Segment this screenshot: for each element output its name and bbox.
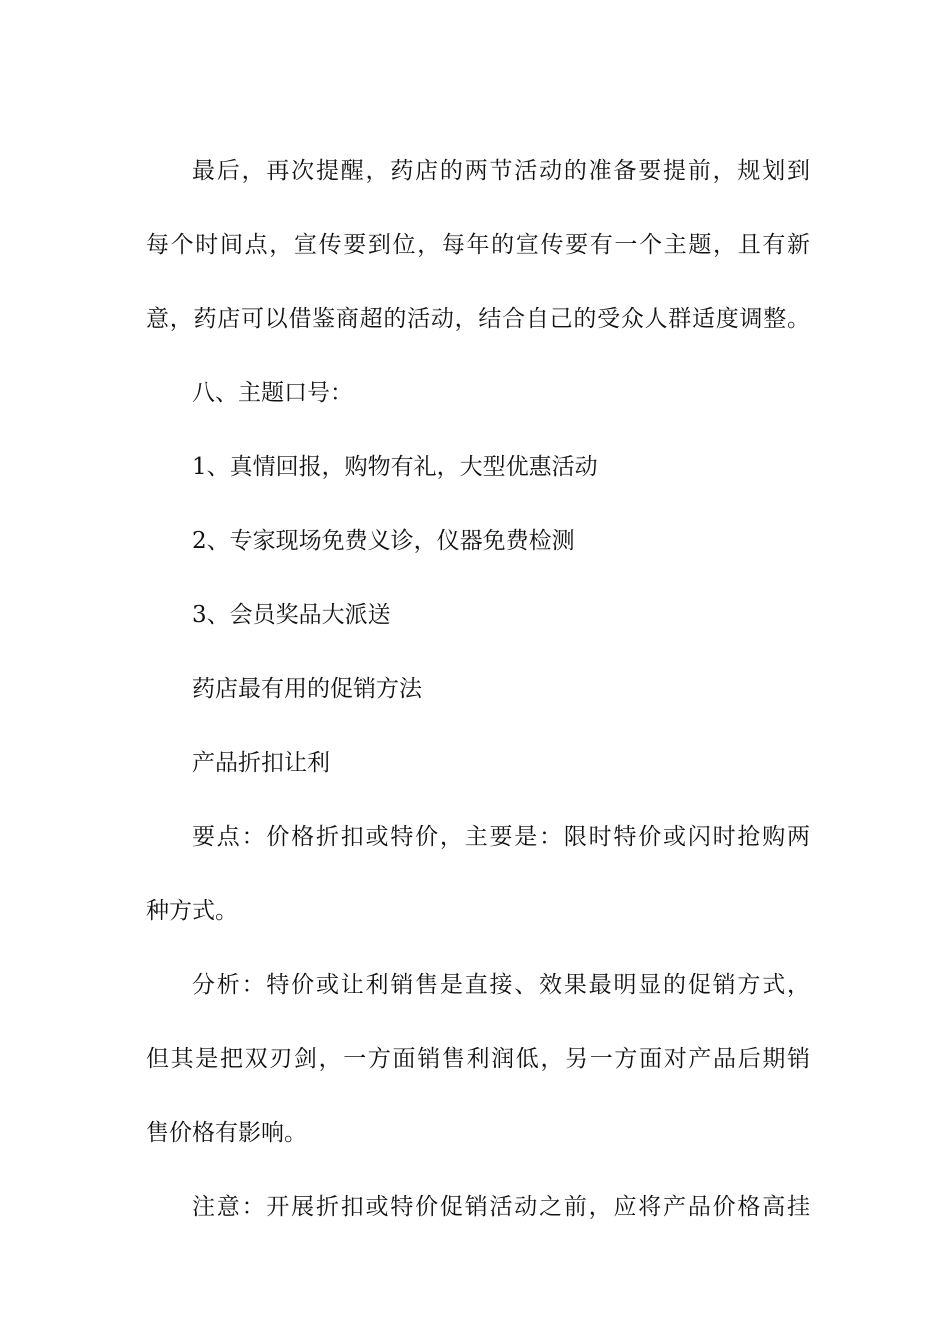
section-heading-theme-slogan: 八、主题口号：: [192, 380, 353, 406]
paragraph-line: 售价格有影响。: [146, 1120, 307, 1146]
paragraph-line: 每个时间点，宣传要到位，每年的宣传要有一个主题，且有新: [146, 232, 810, 258]
paragraph-reminder: [146, 134, 810, 356]
slogan-item-3: 3、会员奖品大派送: [192, 602, 391, 628]
subsection-heading-discount: 产品折扣让利: [192, 750, 330, 776]
section-heading-promotion-methods: 药店最有用的促销方法: [192, 676, 422, 702]
paragraph-line: 意，药店可以借鉴商超的活动，结合自己的受众人群适度调整。: [146, 306, 810, 332]
paragraph-line: 分析：特价或让利销售是直接、效果最明显的促销方式，: [192, 972, 810, 998]
slogan-item-2: 2、专家现场免费义诊，仪器免费检测: [192, 528, 575, 554]
paragraph-line: 最后，再次提醒，药店的两节活动的准备要提前，规划到: [192, 158, 810, 184]
document-body: [146, 134, 810, 1244]
paragraph-line: 要点：价格折扣或特价，主要是：限时特价或闪时抢购两: [192, 824, 810, 850]
paragraph-line: 注意：开展折扣或特价促销活动之前，应将产品价格高挂: [192, 1194, 810, 1220]
paragraph-note: [146, 1170, 810, 1244]
paragraph-key-points: [146, 800, 810, 948]
paragraph-line: 种方式。: [146, 898, 238, 924]
slogan-item-1: 1、真情回报，购物有礼，大型优惠活动: [192, 454, 598, 480]
paragraph-line: 但其是把双刃剑，一方面销售利润低，另一方面对产品后期销: [146, 1046, 810, 1072]
paragraph-analysis: [146, 948, 810, 1170]
